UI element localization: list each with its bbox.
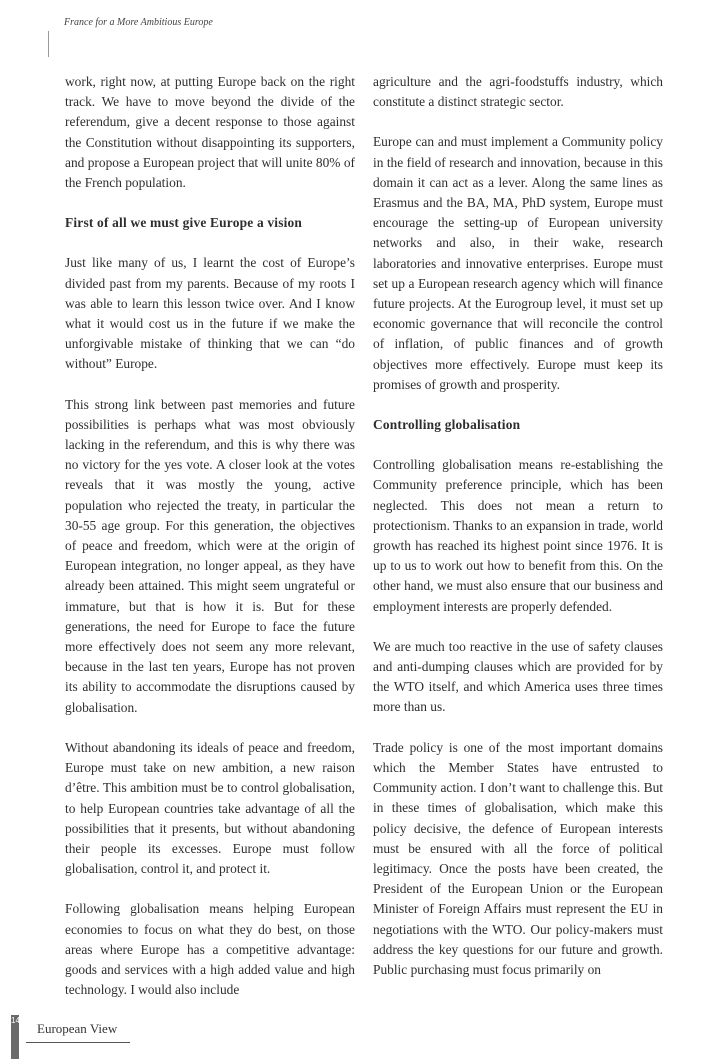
left-paragraph-3: This strong link between past memories and future possibilities is perhaps what was most obviously lacking in the referendum, and this is why there was no victory for the yes vote. A closer look at the votes reveals that it was mostly the young, active population who rejected the treaty, in particular the 30-55 age group. For this generation, the objectives of peace and freedom, which were at the origin of European integration, no longer appeal, as they have already been attained. This might seem ungrateful or immature, but that is how it is. But for these generations, the need for Europe to face the future more effectively does not seem any more relevant, because in the last ten years, Europe has not proven its ability to accommodate the disruptions caused by globalisation. — [65, 396, 355, 715]
publication-name: European View — [37, 1021, 118, 1036]
left-paragraph-4: Without abandoning its ideals of peace and freedom, Europe must take on new ambition, a new raison d’être. This ambition must be to control globalisation, to help European countries take advantage of all the possibilities that it presents, but without abandoning their people its excesses. Europe must follow globalisation, control it, and protect it. — [65, 739, 355, 877]
section-heading-globalisation: Controlling globalisation — [373, 417, 521, 433]
right-paragraph-4: We are much too reactive in the use of safety clauses and anti-dumping clauses which are provided for by the WTO itself, and which America uses three times more than us. — [373, 638, 663, 715]
footer-rule — [26, 1042, 130, 1043]
left-column — [65, 72, 355, 1000]
right-paragraph-1: agriculture and the agri-foodstuffs industry, which constitute a distinct strategic sector. — [373, 74, 663, 110]
left-paragraph-1: work, right now, at putting Europe back on the right track. We have to move beyond the divide of the referendum, give a decent response to those against the Constitution without disappointing its supporters, and propose a European project that will unite 80% of the French population. — [65, 74, 355, 191]
running-header: France for a More Ambitious Europe — [64, 17, 213, 28]
left-paragraph-5: Following globalisation means helping European economies to focus on what they do best, on those areas where Europe has a competitive advantage: goods and services with a high added value and high technology. I would also include — [65, 901, 355, 998]
right-paragraph-2: Europe can and must implement a Community policy in the field of research and innovation, because in this domain it can act as a lever. Along the same lines as Erasmus and the BA, MA, PhD system, Europe must encourage the setting-up of European university networks and also, in their wake, research laboratories and innovative enterprises. Europe must set up a European research agency which will finance future projects. At the Eurogroup level, it must set up economic governance that will reconcile the control of inflation, of public finances and of growth objectives more effectively. Europe must keep its promises of growth and prosperity. — [373, 134, 663, 392]
section-heading-vision: First of all we must give Europe a vision — [65, 215, 303, 231]
right-paragraph-3: Controlling globalisation means re-establishing the Community preference principle, which has been neglected. This does not mean a return to protectionism. Thanks to an expansion in trade, world growth has reached its highest point since 1976. It is up to us to work out how to benefit from this. On the other hand, we must also ensure that our business and employment interests are properly defended. — [373, 457, 663, 614]
header-rule — [48, 31, 49, 57]
left-paragraph-2: Just like many of us, I learnt the cost of Europe’s divided past from my parents. Because of my roots I was able to learn this lesson twice over. And I know what it would cost us in the future if we make the unforgivable mistake of thinking that we can “do without” Europe. — [65, 255, 355, 372]
right-paragraph-5: Trade policy is one of the most important domains which the Member States have entrusted to Community action. I don’t want to challenge this. But in these times of globalisation, which make this policy decisive, the defence of European interests must be ensured with all the force of political legitimacy. Once the posts have been created, the President of the European Union or the European Minister of Foreign Affairs must represent the EU in negotiations with the WTO. Our policy-makers must address the key questions for our future and growth. Public purchasing must focus primarily on — [373, 739, 663, 977]
page-number: 148 — [11, 1016, 25, 1025]
right-column — [373, 72, 663, 980]
